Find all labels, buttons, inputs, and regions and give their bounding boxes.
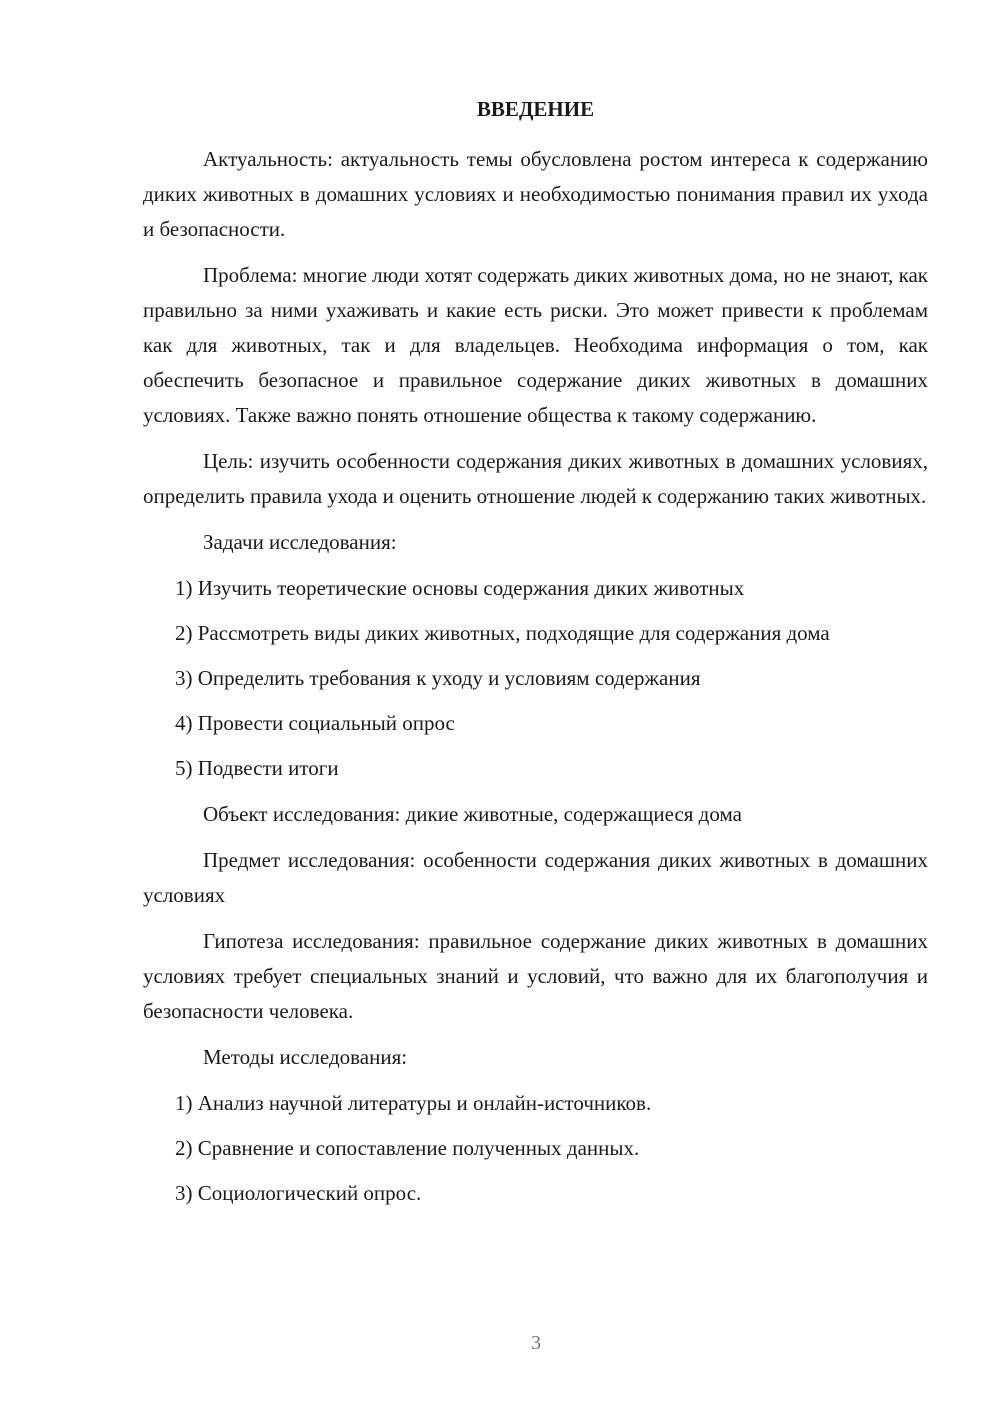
goal-paragraph: Цель: изучить особенности содержания диких животных в домашних условиях, определить правила ухода и оценить отношение людей к содержанию таких животных. [143, 449, 928, 508]
page-content [143, 92, 928, 1222]
subject-paragraph: Предмет исследования: особенности содержания диких животных в домашних условиях [143, 848, 928, 907]
page-title: ВВЕДЕНИЕ [476, 97, 595, 121]
relevance-paragraph: Актуальность: актуальность темы обусловлена ростом интереса к содержанию диких животных в домашних условиях и необходимостью понимания правил их ухода и безопасности. [143, 147, 928, 241]
problem-paragraph: Проблема: многие люди хотят содержать диких животных дома, но не знают, как правильно за ними ухаживать и какие есть риски. Это может привести к проблемам как для животных, так и для владельцев. Необходима информация о том, как обеспечить безопасное и правильное содержание диких животных в домашних условиях. Также важно понять отношение общества к такому содержанию. [143, 263, 928, 427]
methods-title: Методы исследования: [203, 1045, 408, 1069]
page-number: 3 [531, 1332, 541, 1354]
list-item: 3) Социологический опрос. [175, 1181, 422, 1205]
list-item: 3) Определить требования к уходу и условиям содержания [175, 666, 701, 690]
list-item: 5) Подвести итоги [175, 756, 339, 780]
object-paragraph: Объект исследования: дикие животные, содержащиеся дома [203, 802, 742, 826]
list-item: 2) Сравнение и сопоставление полученных данных. [175, 1136, 640, 1160]
list-item: 4) Провести социальный опрос [175, 711, 455, 735]
list-item: 1) Анализ научной литературы и онлайн-источников. [175, 1091, 652, 1115]
methods-list [143, 1086, 928, 1211]
list-item: 2) Рассмотреть виды диких животных, подходящие для содержания дома [175, 621, 830, 645]
tasks-list [143, 571, 928, 786]
tasks-title: Задачи исследования: [203, 530, 397, 554]
list-item: 1) Изучить теоретические основы содержания диких животных [175, 576, 745, 600]
hypothesis-paragraph: Гипотеза исследования: правильное содержание диких животных в домашних условиях требует специальных знаний и условий, что важно для их благополучия и безопасности человека. [143, 929, 928, 1023]
